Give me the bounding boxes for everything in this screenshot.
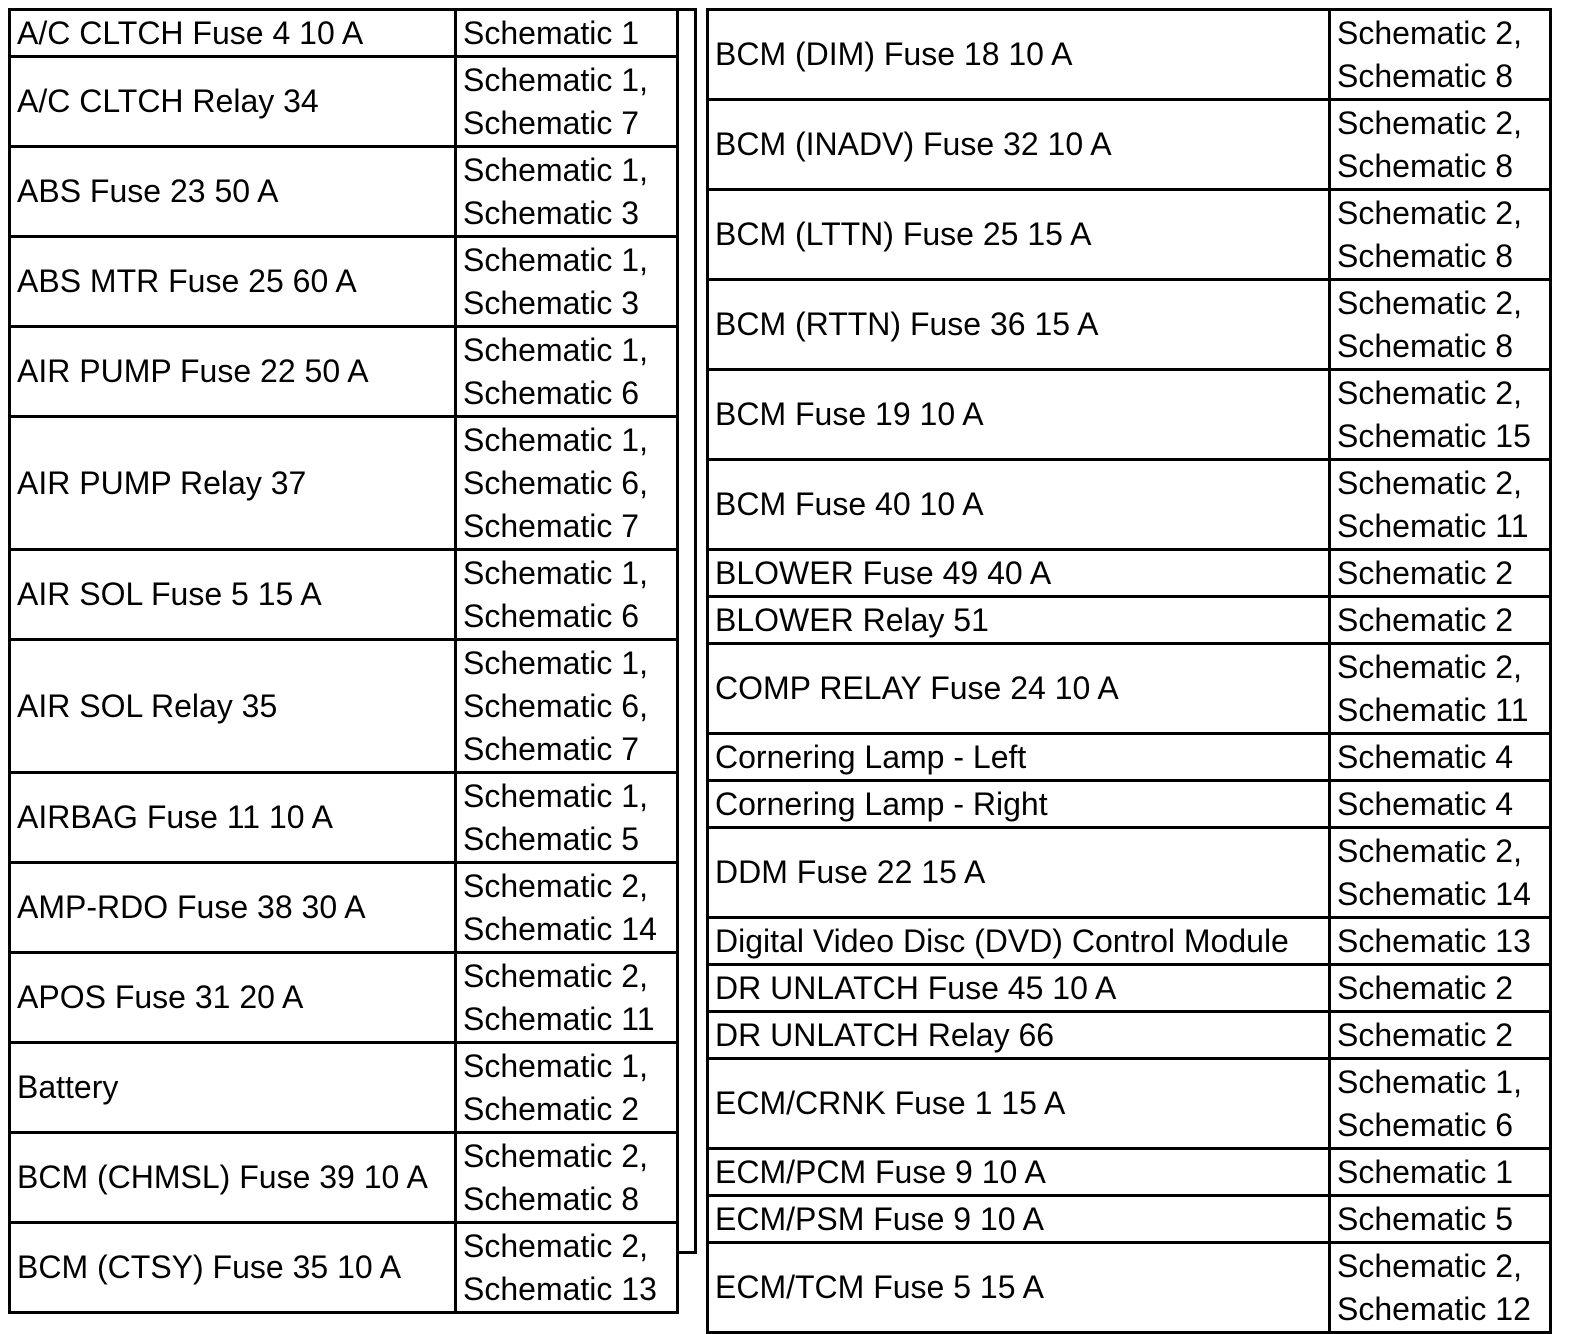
schematic-ref: Schematic 6 [1337,1107,1514,1143]
schematic-ref: Schematic 1, [463,332,648,368]
schematic-ref: Schematic 1, [463,62,648,98]
table-row [708,190,1551,280]
schematic-refs [456,640,678,773]
component-name: Digital Video Disc (DVD) Control Module [708,918,1330,965]
right-table-body [708,10,1551,1333]
schematic-ref: Schematic 6 [463,375,640,411]
table-row [10,1223,678,1313]
component-name: DR UNLATCH Fuse 45 10 A [708,965,1330,1012]
schematic-refs [456,417,678,550]
table-row [708,1243,1551,1333]
schematic-refs [1330,370,1551,460]
schematic-ref: Schematic 8 [1337,328,1514,364]
schematic-refs [1330,1149,1551,1196]
schematic-refs [1330,280,1551,370]
component-name: DR UNLATCH Relay 66 [708,1012,1330,1059]
component-name: ECM/PSM Fuse 9 10 A [708,1196,1330,1243]
schematic-refs [1330,100,1551,190]
schematic-refs [1330,918,1551,965]
schematic-refs [1330,597,1551,644]
component-name: BLOWER Relay 51 [708,597,1330,644]
schematic-ref: Schematic 1 [1337,1154,1514,1190]
schematic-ref: Schematic 2, [1337,649,1522,685]
left-table-body [10,10,678,1313]
schematic-ref: Schematic 7 [463,731,640,767]
table-row [708,100,1551,190]
schematic-ref: Schematic 2, [1337,375,1522,411]
schematic-ref: Schematic 1, [463,152,648,188]
table-row [10,417,678,550]
component-name: DDM Fuse 22 15 A [708,828,1330,918]
schematic-ref: Schematic 2, [1337,465,1522,501]
table-row [10,237,678,327]
table-row [708,550,1551,597]
component-name: AIR PUMP Relay 37 [10,417,456,550]
table-row [10,10,678,57]
component-name: AMP-RDO Fuse 38 30 A [10,863,456,953]
schematic-refs [1330,1059,1551,1149]
schematic-ref: Schematic 1, [463,242,648,278]
table-row [708,1059,1551,1149]
component-name: ECM/CRNK Fuse 1 15 A [708,1059,1330,1149]
component-name: AIRBAG Fuse 11 10 A [10,773,456,863]
schematic-ref: Schematic 1, [463,1048,648,1084]
schematic-refs [1330,644,1551,734]
component-name: COMP RELAY Fuse 24 10 A [708,644,1330,734]
schematic-refs [456,953,678,1043]
schematic-ref: Schematic 14 [463,911,657,947]
schematic-ref: Schematic 13 [463,1271,657,1307]
right-component-table [706,8,1552,1334]
table-row [10,57,678,147]
schematic-ref: Schematic 1 [463,15,640,51]
schematic-ref: Schematic 2 [463,1091,640,1127]
schematic-refs [1330,828,1551,918]
table-row [708,828,1551,918]
schematic-refs [456,147,678,237]
schematic-ref: Schematic 5 [1337,1201,1514,1237]
schematic-ref: Schematic 2 [1337,555,1514,591]
schematic-ref: Schematic 12 [1337,1291,1531,1327]
schematic-ref: Schematic 15 [1337,418,1531,454]
table-row [708,10,1551,100]
schematic-ref: Schematic 5 [463,821,640,857]
schematic-ref: Schematic 8 [463,1181,640,1217]
schematic-ref: Schematic 2 [1337,970,1514,1006]
component-name: BCM (LTTN) Fuse 25 15 A [708,190,1330,280]
table-row [708,644,1551,734]
schematic-ref: Schematic 2, [1337,1248,1522,1284]
schematic-refs [456,237,678,327]
schematic-refs [1330,734,1551,781]
schematic-refs [1330,1012,1551,1059]
table-row [708,370,1551,460]
table-row [708,918,1551,965]
schematic-ref: Schematic 1, [463,645,648,681]
component-name: BCM (INADV) Fuse 32 10 A [708,100,1330,190]
schematic-ref: Schematic 1, [463,778,648,814]
table-row [708,460,1551,550]
schematic-ref: Schematic 7 [463,105,640,141]
schematic-ref: Schematic 7 [463,508,640,544]
component-name: BLOWER Fuse 49 40 A [708,550,1330,597]
table-row [708,1012,1551,1059]
schematic-ref: Schematic 6, [463,688,648,724]
schematic-ref: Schematic 2 [1337,602,1514,638]
schematic-ref: Schematic 11 [1337,508,1529,544]
component-name: APOS Fuse 31 20 A [10,953,456,1043]
table-row [10,147,678,237]
schematic-ref: Schematic 6, [463,465,648,501]
schematic-ref: Schematic 6 [463,598,640,634]
schematic-refs [1330,550,1551,597]
table-row [708,734,1551,781]
schematic-ref: Schematic 1, [463,555,648,591]
schematic-refs [456,57,678,147]
schematic-ref: Schematic 14 [1337,876,1531,912]
schematic-ref: Schematic 11 [1337,692,1529,728]
schematic-ref: Schematic 2, [463,958,648,994]
component-name: BCM (CTSY) Fuse 35 10 A [10,1223,456,1313]
table-row [10,1133,678,1223]
schematic-ref: Schematic 4 [1337,786,1514,822]
schematic-ref: Schematic 2, [1337,195,1522,231]
table-row [708,1196,1551,1243]
schematic-refs [456,863,678,953]
component-name: Cornering Lamp - Right [708,781,1330,828]
schematic-ref: Schematic 2, [1337,15,1522,51]
table-row [708,280,1551,370]
schematic-ref: Schematic 2, [1337,105,1522,141]
schematic-ref: Schematic 11 [463,1001,655,1037]
component-name: BCM Fuse 40 10 A [708,460,1330,550]
schematic-ref: Schematic 1, [1337,1064,1522,1100]
schematic-refs [1330,460,1551,550]
component-name: AIR SOL Fuse 5 15 A [10,550,456,640]
schematic-refs [1330,10,1551,100]
table-row [708,597,1551,644]
component-name: ABS MTR Fuse 25 60 A [10,237,456,327]
table-row [10,953,678,1043]
table-row [10,1043,678,1133]
schematic-ref: Schematic 3 [463,195,640,231]
schematic-ref: Schematic 3 [463,285,640,321]
schematic-ref: Schematic 2 [1337,1017,1514,1053]
schematic-ref: Schematic 2, [1337,285,1522,321]
table-row [708,1149,1551,1196]
schematic-refs [456,10,678,57]
schematic-refs [456,550,678,640]
schematic-refs [1330,781,1551,828]
component-name: A/C CLTCH Relay 34 [10,57,456,147]
schematic-refs [1330,1196,1551,1243]
table-row [10,327,678,417]
schematic-ref: Schematic 1, [463,422,648,458]
component-name: ECM/TCM Fuse 5 15 A [708,1243,1330,1333]
component-name: Battery [10,1043,456,1133]
schematic-refs [1330,1243,1551,1333]
table-row [708,781,1551,828]
schematic-ref: Schematic 4 [1337,739,1514,775]
component-name: ECM/PCM Fuse 9 10 A [708,1149,1330,1196]
schematic-ref: Schematic 2, [463,1228,648,1264]
component-name: BCM Fuse 19 10 A [708,370,1330,460]
schematic-refs [456,773,678,863]
left-component-table [8,8,679,1314]
component-name: Cornering Lamp - Left [708,734,1330,781]
schematic-refs [1330,965,1551,1012]
table-row [10,863,678,953]
schematic-ref: Schematic 2, [463,868,648,904]
schematic-refs [456,1223,678,1313]
table-row [10,773,678,863]
component-name: A/C CLTCH Fuse 4 10 A [10,10,456,57]
table-divider [676,8,697,1254]
table-row [708,965,1551,1012]
schematic-refs [456,1043,678,1133]
schematic-ref: Schematic 8 [1337,58,1514,94]
schematic-refs [456,327,678,417]
component-name: BCM (CHMSL) Fuse 39 10 A [10,1133,456,1223]
schematic-refs [1330,190,1551,280]
schematic-ref: Schematic 13 [1337,923,1531,959]
component-name: BCM (RTTN) Fuse 36 15 A [708,280,1330,370]
schematic-ref: Schematic 8 [1337,238,1514,274]
component-name: AIR SOL Relay 35 [10,640,456,773]
table-row [10,640,678,773]
table-row [10,550,678,640]
schematic-ref: Schematic 2, [1337,833,1522,869]
schematic-refs [456,1133,678,1223]
component-name: AIR PUMP Fuse 22 50 A [10,327,456,417]
component-name: BCM (DIM) Fuse 18 10 A [708,10,1330,100]
schematic-ref: Schematic 2, [463,1138,648,1174]
component-name: ABS Fuse 23 50 A [10,147,456,237]
schematic-ref: Schematic 8 [1337,148,1514,184]
